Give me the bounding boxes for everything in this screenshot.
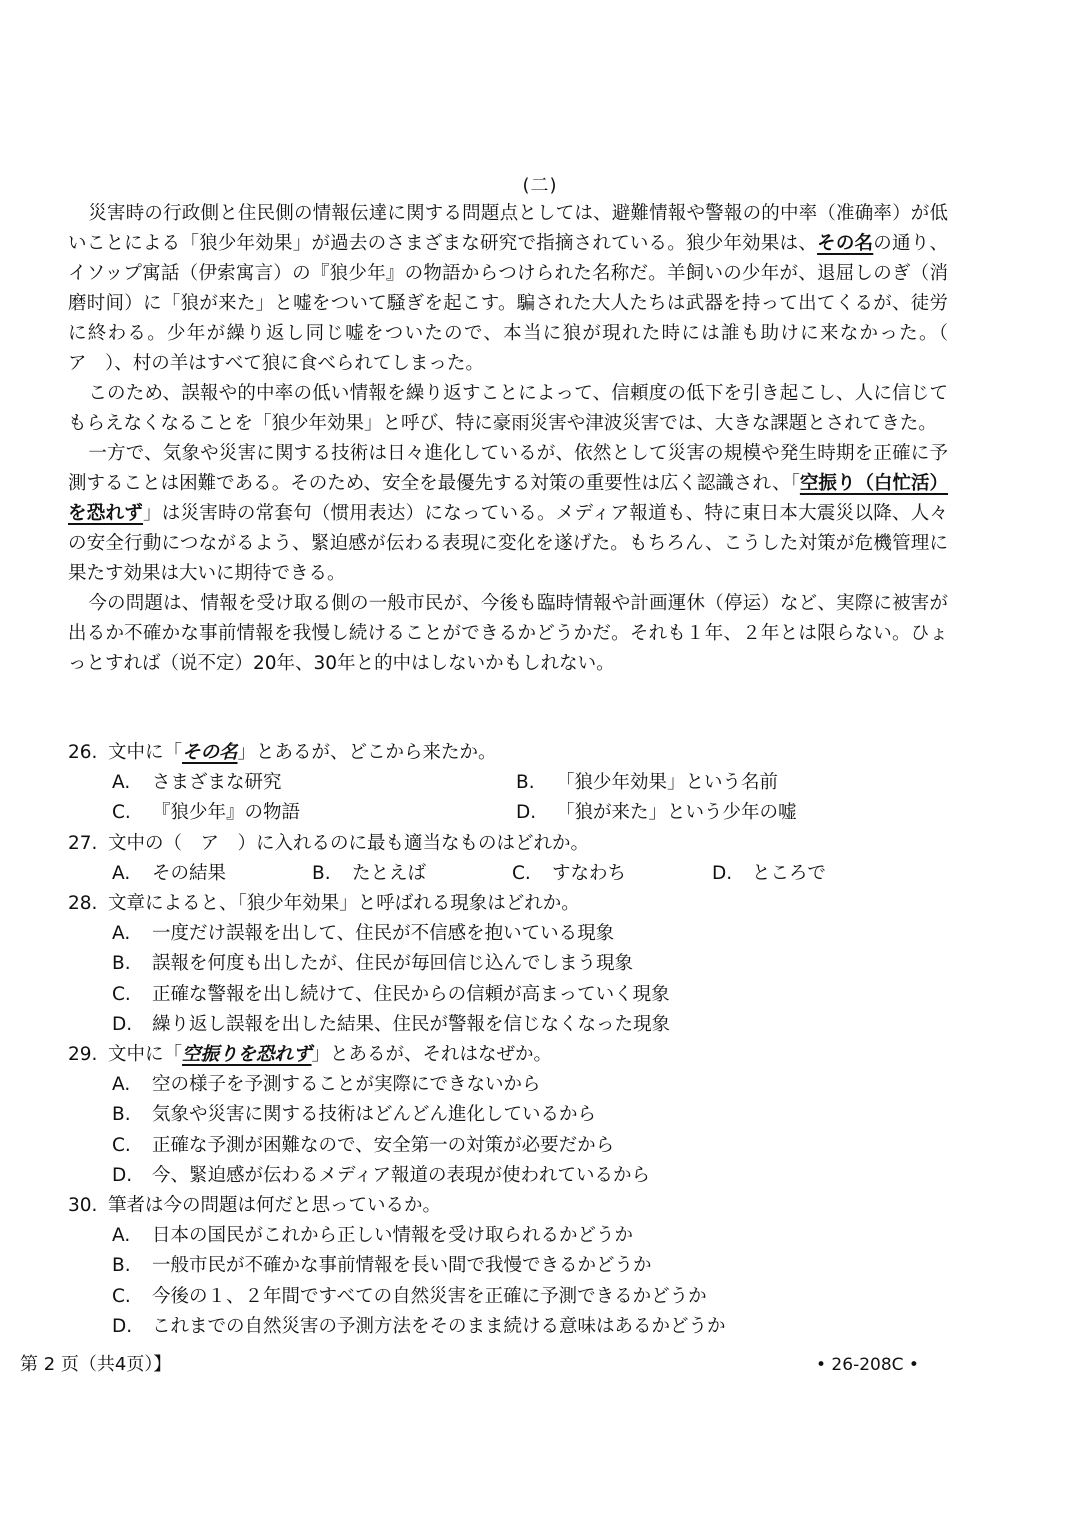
- passage-text: 」は災害時の常套句（惯用表达）になっている。メディア報道も、特に東日本大震災以降、人々の安全行動につながるよう、緊迫感が伝わる表現に変化を遂げた。もちろん、こうした対策が危機管理に果たす効果は大いに期待できる。: [68, 503, 948, 584]
- question-28-options: [112, 919, 968, 1040]
- underlined-phrase-karaburi: 空振り（白忙活）を恐れず: [68, 473, 948, 524]
- option-text: その結果: [152, 862, 227, 884]
- option-text: ところで: [752, 862, 826, 884]
- option-key: B.: [312, 862, 331, 884]
- passage-paragraph-2: このため、誤報や的中率の低い情報を繰り返すことによって、信頼度の低下を引き起こし、人に信じてもらえなくなることを「狼少年効果」と呼び、特に豪雨災害や津波災害では、大きな課題とされてきた。: [68, 383, 948, 434]
- option-text: 今後の１、２年間ですべての自然災害を正確に予測できるかどうか: [152, 1285, 707, 1307]
- option-key: B.: [112, 1255, 131, 1277]
- passage-paragraph-4: 今の問題は、情報を受け取る側の一般市民が、今後も臨時情報や計画運休（停运）など、実際に被害が出るか不確かな事前情報を我慢し続けることができるかどうかだ。それも１年、２年とは限らない。ひょっとすれば（说不定）20年、30年と的中はしないかもしれない。: [68, 593, 948, 674]
- option-key: D.: [112, 1315, 133, 1337]
- option-text: 一般市民が不確かな事前情報を長い間で我慢できるかどうか: [152, 1255, 652, 1277]
- option-c[interactable]: [112, 980, 968, 1010]
- option-c[interactable]: [512, 859, 712, 889]
- option-key: C.: [112, 1134, 131, 1156]
- option-key: B.: [112, 953, 131, 975]
- option-text: すなわち: [552, 862, 627, 884]
- option-b[interactable]: [112, 1251, 968, 1281]
- question-28: [68, 889, 968, 919]
- option-key: D.: [112, 1164, 133, 1186]
- question-text: 文章によると、「狼少年効果」と呼ばれる現象はどれか。: [108, 893, 580, 915]
- option-key: C.: [112, 983, 131, 1005]
- passage-paragraph-1: [68, 199, 967, 379]
- option-key: C.: [512, 862, 531, 884]
- option-a[interactable]: [112, 1221, 968, 1251]
- option-key: A.: [112, 1074, 131, 1096]
- option-key: B.: [112, 1104, 131, 1126]
- question-text: 文中に「: [108, 742, 183, 763]
- option-text: 「狼少年効果」という名前: [556, 772, 779, 794]
- option-key: D.: [712, 862, 733, 884]
- question-30-options: [112, 1221, 968, 1342]
- option-text: 「狼が来た」という少年の嘘: [556, 802, 797, 824]
- reading-passage: [68, 199, 967, 679]
- question-29: [68, 1040, 968, 1070]
- question-27: [68, 829, 968, 859]
- option-text: 今、緊迫感が伝わるメディア報道の表現が使われているから: [152, 1164, 651, 1186]
- option-key: D.: [516, 802, 537, 824]
- option-b[interactable]: [312, 859, 512, 889]
- option-d[interactable]: [112, 1010, 968, 1040]
- option-a[interactable]: [112, 919, 968, 949]
- question-number: 27.: [68, 832, 98, 854]
- option-b[interactable]: [112, 949, 968, 979]
- option-key: B.: [516, 772, 535, 794]
- option-d[interactable]: [712, 859, 912, 889]
- option-c[interactable]: [112, 798, 516, 828]
- question-text: 筆者は今の問題は何だと思っているか。: [108, 1195, 442, 1217]
- page-number: 第 2 页（共4页）】: [20, 1354, 172, 1375]
- underlined-phrase-sono-na: その名: [817, 233, 874, 254]
- option-c[interactable]: [112, 1131, 968, 1161]
- question-number: 28.: [68, 893, 98, 915]
- option-text: 気象や災害に関する技術はどんどん進化しているから: [152, 1104, 597, 1126]
- option-key: A.: [112, 862, 131, 884]
- question-30: [68, 1191, 968, 1221]
- question-emphasis: 空振りを恐れず: [182, 1044, 312, 1066]
- question-29-options: [112, 1070, 968, 1191]
- question-text: 文中に「: [108, 1044, 183, 1066]
- passage-text: の通り、イソップ寓話（伊索寓言）の『狼少年』の物語からつけられた名称だ。羊飼いの少年が、退屈しのぎ（消磨时间）に「狼が来た」と嘘をついて騒ぎを起こす。騙された大人たちは武器を持って出てくるが、徒労に終わる。少年が繰り返し同じ嘘をついたので、本当に狼が現れた時には誰も助けに来なかった。（ ア ）、村の羊はすべて狼に食べられてしまった。: [68, 233, 967, 374]
- option-d[interactable]: [112, 1161, 968, 1191]
- option-a[interactable]: [112, 1070, 968, 1100]
- question-number: 29.: [68, 1044, 98, 1066]
- option-b[interactable]: [112, 1100, 968, 1130]
- option-text: 正確な予測が困難なので、安全第一の対策が必要だから: [152, 1134, 615, 1156]
- option-key: D.: [112, 1013, 133, 1035]
- option-text: たとえば: [352, 862, 427, 884]
- option-d[interactable]: [516, 798, 876, 828]
- option-text: 『狼少年』の物語: [152, 802, 301, 824]
- option-text: 一度だけ誤報を出して、住民が不信感を抱いている現象: [152, 923, 615, 945]
- option-key: C.: [112, 1285, 131, 1307]
- question-26-options: [112, 768, 968, 828]
- question-emphasis: その名: [182, 742, 238, 763]
- option-text: 誤報を何度も出したが、住民が毎回信じ込んでしまう現象: [152, 953, 634, 975]
- option-text: 空の様子を予測することが実際にできないから: [152, 1074, 541, 1096]
- option-text: さまざまな研究: [152, 772, 282, 794]
- question-text: 」とあるが、それはなぜか。: [311, 1044, 553, 1066]
- question-text: 文中の（ ア ）に入れるのに最も適当なものはどれか。: [108, 832, 590, 854]
- option-a[interactable]: [112, 859, 312, 889]
- question-list: [68, 738, 968, 1342]
- option-c[interactable]: [112, 1282, 968, 1312]
- option-key: A.: [112, 923, 131, 945]
- question-number: 26.: [68, 742, 98, 763]
- question-27-options: [112, 859, 968, 889]
- option-text: 正確な警報を出し続けて、住民からの信頼が高まっていく現象: [152, 983, 670, 1005]
- question-26: [68, 738, 968, 768]
- option-key: A.: [112, 772, 131, 794]
- option-key: A.: [112, 1225, 131, 1247]
- exam-code: • 26-208C •: [816, 1355, 919, 1375]
- question-text: 」とあるが、どこから来たか。: [237, 742, 497, 763]
- section-title: (二): [522, 175, 558, 196]
- option-text: 繰り返し誤報を出した結果、住民が警報を信じなくなった現象: [152, 1013, 671, 1035]
- passage-text: 一方で、気象や災害に関する技術は日々進化しているが、依然として災害の規模や発生時期を正確に予測することは困難である。そのため、安全を最優先する対策の重要性は広く認識され、「: [68, 443, 948, 494]
- question-number: 30.: [68, 1195, 98, 1217]
- passage-paragraph-3: [68, 439, 948, 589]
- passage-text: 災害時の行政側と住民側の情報伝達に関する問題点としては、避難情報や警報の的中率（准确率）が低いことによる「狼少年効果」が過去のさまざまな研究で指摘されている。狼少年効果は、: [68, 203, 948, 254]
- option-b[interactable]: [516, 768, 876, 798]
- option-d[interactable]: [112, 1312, 968, 1342]
- option-text: 日本の国民がこれから正しい情報を受け取られるかどうか: [152, 1225, 634, 1247]
- option-text: これまでの自然災害の予測方法をそのまま続ける意味はあるかどうか: [152, 1315, 726, 1337]
- option-a[interactable]: [112, 768, 516, 798]
- option-key: C.: [112, 802, 131, 824]
